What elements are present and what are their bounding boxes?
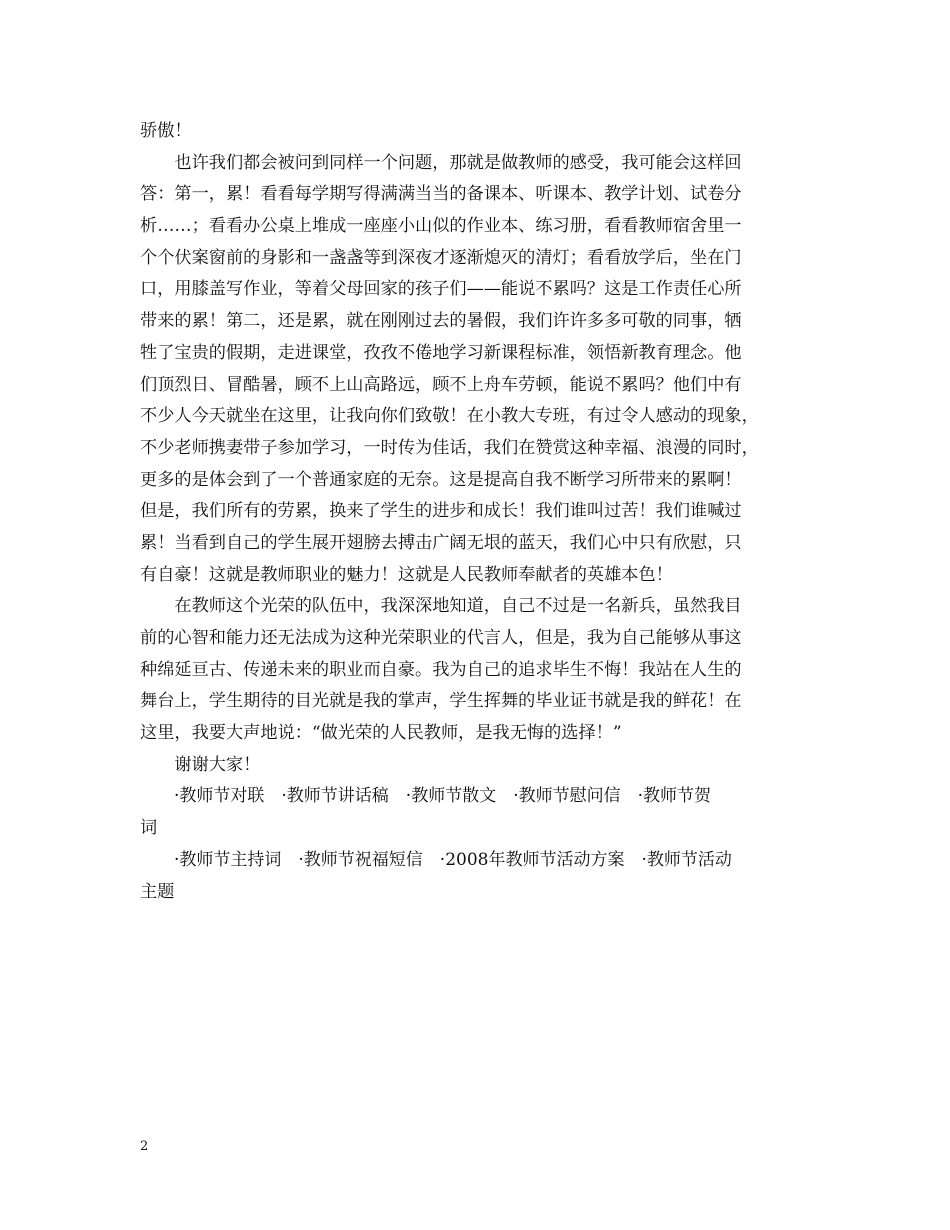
text-line: 谢谢大家！ xyxy=(140,754,261,775)
text-line: 骄傲！ xyxy=(140,121,192,141)
page-number: 2 xyxy=(140,1139,149,1154)
text-line: 有自豪！这就是教师职业的魅力！这就是人民教师奉献者的英雄本色！ xyxy=(140,564,673,585)
text-line: 词 xyxy=(140,818,158,839)
text-line: 累！当看到自己的学生展开翅膀去搏击广阔无垠的蓝天，我们心中只有欣慰，只 xyxy=(140,532,742,553)
text-line: 答：第一，累！看看每学期写得满满当当的备课本、听课本、教学计划、试卷分 xyxy=(140,184,742,205)
text-line: 前的心智和能力还无法成为这种光荣职业的代言人，但是，我为自己能够从事这 xyxy=(140,628,742,648)
body-text xyxy=(140,116,820,908)
text-line: 口，用膝盖写作业，等着父母回家的孩子们——能说不累吗？这是工作责任心所 xyxy=(140,279,742,300)
text-line: 不少老师携妻带子参加学习，一时传为佳话，我们在赞赏这种幸福、浪漫的同时， xyxy=(140,437,759,458)
text-line: 析……；看看办公桌上堆成一座座小山似的作业本、练习册，看看教师宿舍里一 xyxy=(140,216,742,237)
text-line: 也许我们都会被问到同样一个问题，那就是做教师的感受，我可能会这样回 xyxy=(140,152,742,173)
text-line: 牲了宝贵的假期，走进课堂，孜孜不倦地学习新课程标准，领悟新教育理念。他 xyxy=(140,342,742,363)
text-line: 这里，我要大声地说：“做光荣的人民教师，是我无悔的选择！” xyxy=(140,723,622,744)
text-line: 但是，我们所有的劳累，换来了学生的进步和成长！我们谁叫过苦！我们谁喊过 xyxy=(140,501,742,522)
text-line: 舞台上，学生期待的目光就是我的掌声，学生挥舞的毕业证书就是我的鲜花！在 xyxy=(140,691,742,712)
text-line: 种绵延亘古、传递未来的职业而自豪。我为自己的追求毕生不悔！我站在人生的 xyxy=(140,659,742,680)
text-line: 更多的是体会到了一个普通家庭的无奈。这是提高自我不断学习所带来的累啊！ xyxy=(140,469,742,490)
text-line: 在教师这个光荣的队伍中，我深深地知道，自己不过是一名新兵，虽然我目 xyxy=(140,596,742,617)
text-line: 个个伏案窗前的身影和一盏盏等到深夜才逐渐熄灭的清灯；看看放学后，坐在门 xyxy=(140,247,742,268)
text-line: 们顶烈日、冒酷暑，顾不上山高路远，顾不上舟车劳顿，能说不累吗？他们中有 xyxy=(140,374,742,395)
text-line: 带来的累！第二，还是累，就在刚刚过去的暑假，我们许许多多可敬的同事，牺 xyxy=(140,311,742,332)
related-links-line[interactable]: ·教师节对联 ·教师节讲话稿 ·教师节散文 ·教师节慰问信 ·教师节贺 xyxy=(140,786,712,807)
related-links-line[interactable]: ·教师节主持词 ·教师节祝福短信 ·2008年教师节活动方案 ·教师节活动 xyxy=(140,849,732,870)
text-line: 不少人今天就坐在这里，让我向你们致敬！在小教大专班，有过令人感动的现象， xyxy=(140,406,759,427)
text-line: 主题 xyxy=(140,881,175,902)
